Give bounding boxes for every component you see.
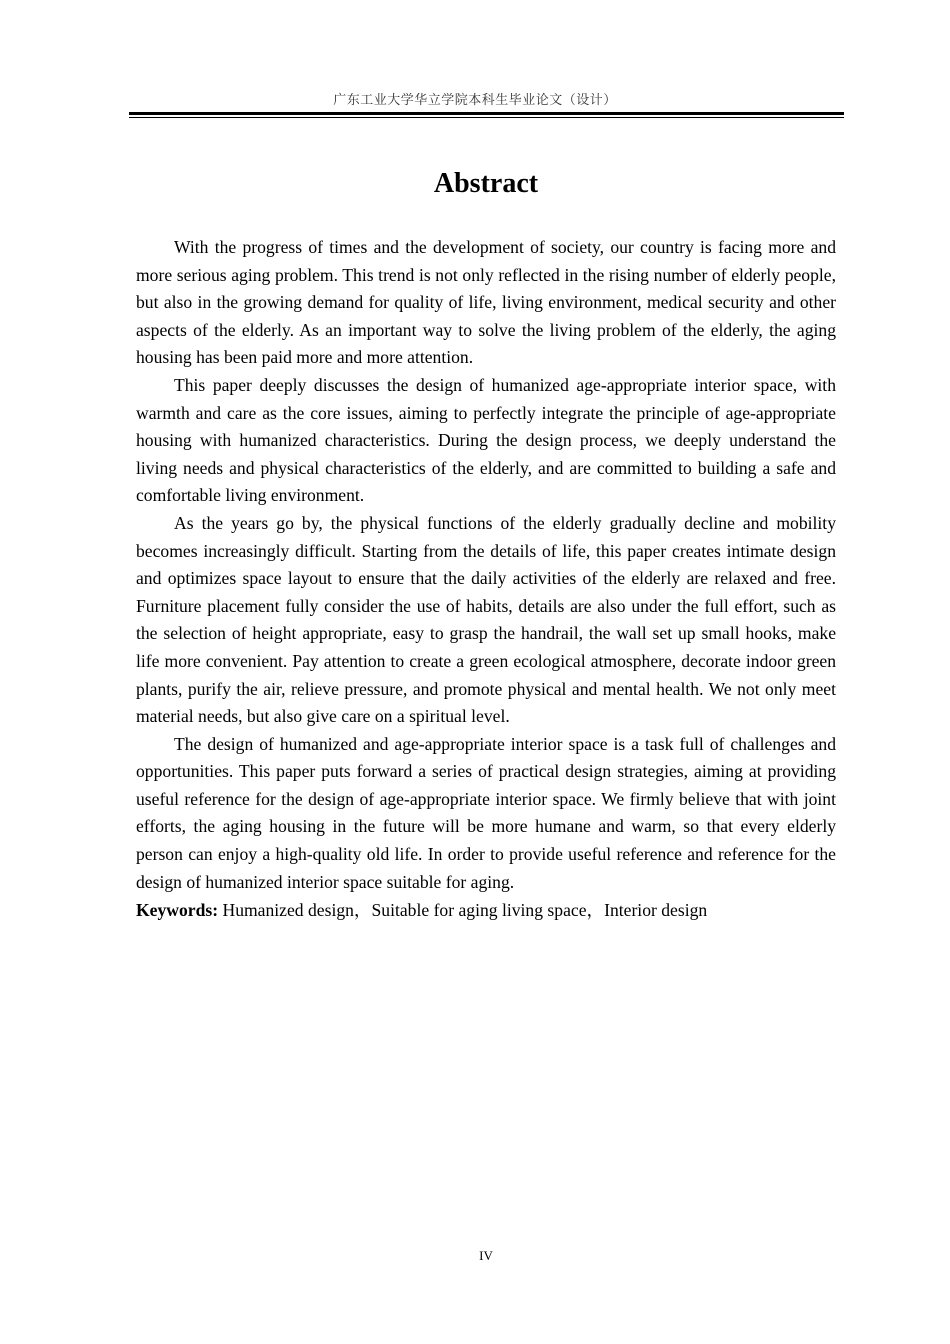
keywords-line (136, 897, 836, 925)
keywords-label: Keywords: (136, 900, 219, 921)
abstract-paragraph-1: With the progress of times and the development of society, our country is facing more and more serious aging problem. This trend is not only reflected in the rising number of elderly people, but also in the growing demand for quality of life, living environment, medical security and other aspects of the elderly. As an important way to solve the living problem of the elderly, the aging housing has been paid more and more attention. (136, 237, 836, 368)
abstract-body (136, 234, 836, 925)
keywords-text: Humanized design，Suitable for aging living space，Interior design (218, 900, 708, 921)
abstract-paragraph-3: As the years go by, the physical functions of the elderly gradually decline and mobility becomes increasingly difficult. Starting from the details of life, this paper creates intimate design and optimizes space layout to ensure that the daily activities of the elderly are relaxed and free. Furniture placement fully consider the use of habits, details are also under the full effort, such as the selection of height appropriate, easy to grasp the handrail, the wall set up small hooks, make life more convenient. Pay attention to create a green ecological atmosphere, decorate indoor green plants, purify the air, relieve pressure, and promote physical and mental health. We not only meet material needs, but also give care on a spiritual level. (136, 512, 836, 727)
abstract-paragraph-4: The design of humanized and age-appropriate interior space is a task full of challenges and opportunities. This paper puts forward a series of practical design strategies, aiming at providing useful reference for the design of age-appropriate interior space. We firmly believe that with joint efforts, the aging housing in the future will be more humane and warm, so that every elderly person can enjoy a high-quality old life. In order to provide useful reference and reference for the design of humanized interior space suitable for aging. (136, 733, 836, 892)
page-number: IV (479, 1248, 493, 1263)
running-header: 广东工业大学华立学院本科生毕业论文（设计） (333, 93, 617, 108)
header-rule-thick (129, 112, 844, 115)
abstract-paragraph-2: This paper deeply discusses the design of humanized age-appropriate interior space, with warmth and care as the core issues, aiming to perfectly integrate the principle of age-appropriate housing with humanized characteristics. During the design process, we deeply understand the living needs and physical characteristics of the elderly, and are committed to building a safe and comfortable living environment. (136, 374, 836, 506)
abstract-heading: Abstract (433, 168, 539, 199)
header-rule-thin (129, 117, 844, 118)
